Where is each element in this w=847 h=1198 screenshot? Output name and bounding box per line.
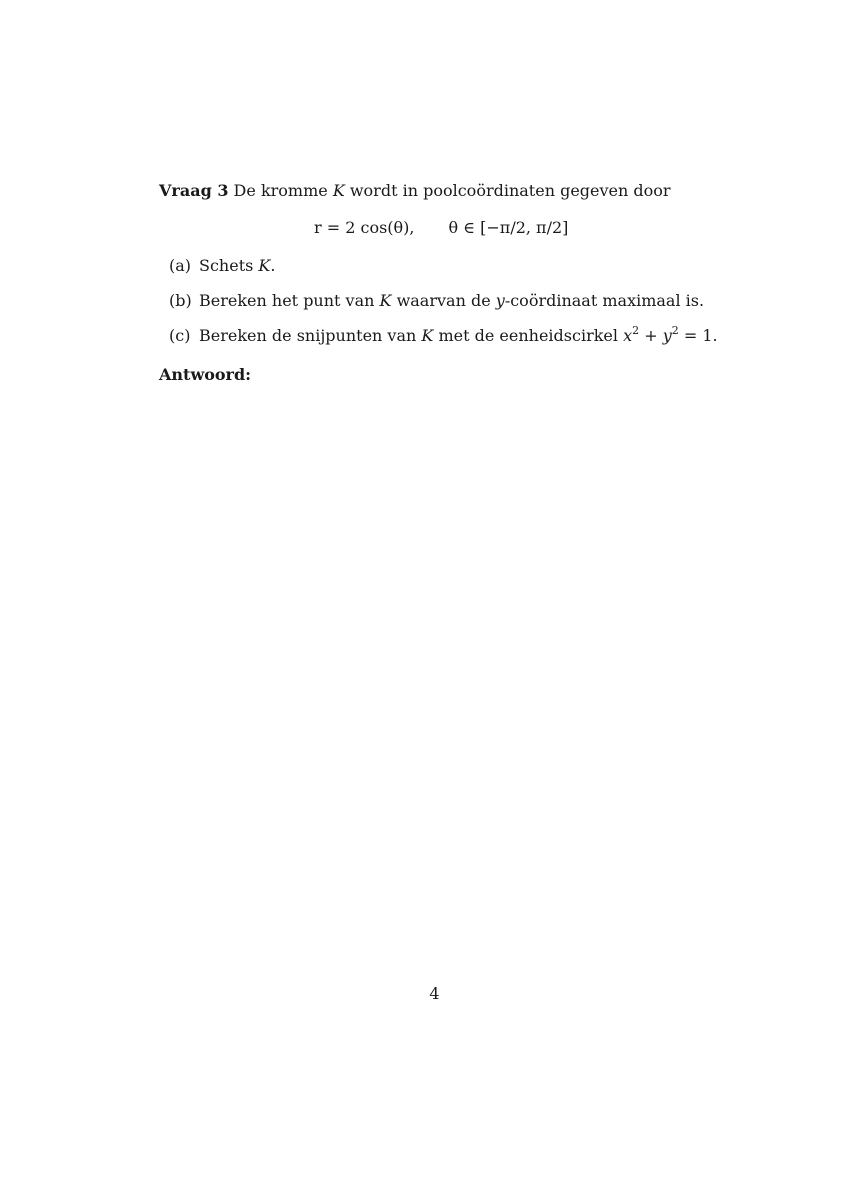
question-intro-after: wordt in poolcoördinaten gegeven door	[344, 181, 671, 200]
formula-equation: r = 2 cos(θ),	[314, 218, 415, 237]
sub-question-a	[169, 256, 275, 276]
curve-variable: K	[332, 181, 345, 200]
y-variable: y	[662, 326, 672, 345]
sub-question-text: met de eenheidscirkel	[433, 326, 624, 345]
curve-variable: K	[258, 256, 271, 275]
sub-question-text: .	[270, 256, 276, 275]
equation-rest: = 1.	[678, 326, 718, 345]
page-number: 4	[429, 984, 440, 1003]
sub-question-text: Schets	[199, 256, 259, 275]
sub-question-label: (b)	[169, 291, 192, 310]
sub-question-label: (a)	[169, 256, 192, 275]
question-statement	[159, 181, 671, 201]
sub-question-text: Bereken het punt van	[199, 291, 380, 310]
sub-question-text: -coördinaat maximaal is.	[504, 291, 705, 310]
question-label: Vraag 3	[159, 181, 229, 200]
question-intro-before: De kromme	[228, 181, 333, 200]
x-variable: x	[623, 326, 633, 345]
polar-formula	[314, 218, 568, 238]
answer-label: Antwoord:	[159, 365, 252, 384]
curve-variable: K	[379, 291, 392, 310]
plus-sign: +	[639, 326, 663, 345]
sub-question-c	[169, 323, 718, 346]
formula-domain: θ ∈ [−π/2, π/2]	[448, 218, 569, 237]
sub-question-b	[169, 291, 704, 311]
sub-question-text: Bereken de snijpunten van	[199, 326, 422, 345]
exponent: 2	[632, 323, 640, 337]
sub-question-label: (c)	[169, 326, 191, 345]
y-variable: y	[495, 291, 505, 310]
curve-variable: K	[421, 326, 434, 345]
sub-question-text: waarvan de	[391, 291, 496, 310]
exponent: 2	[671, 323, 679, 337]
